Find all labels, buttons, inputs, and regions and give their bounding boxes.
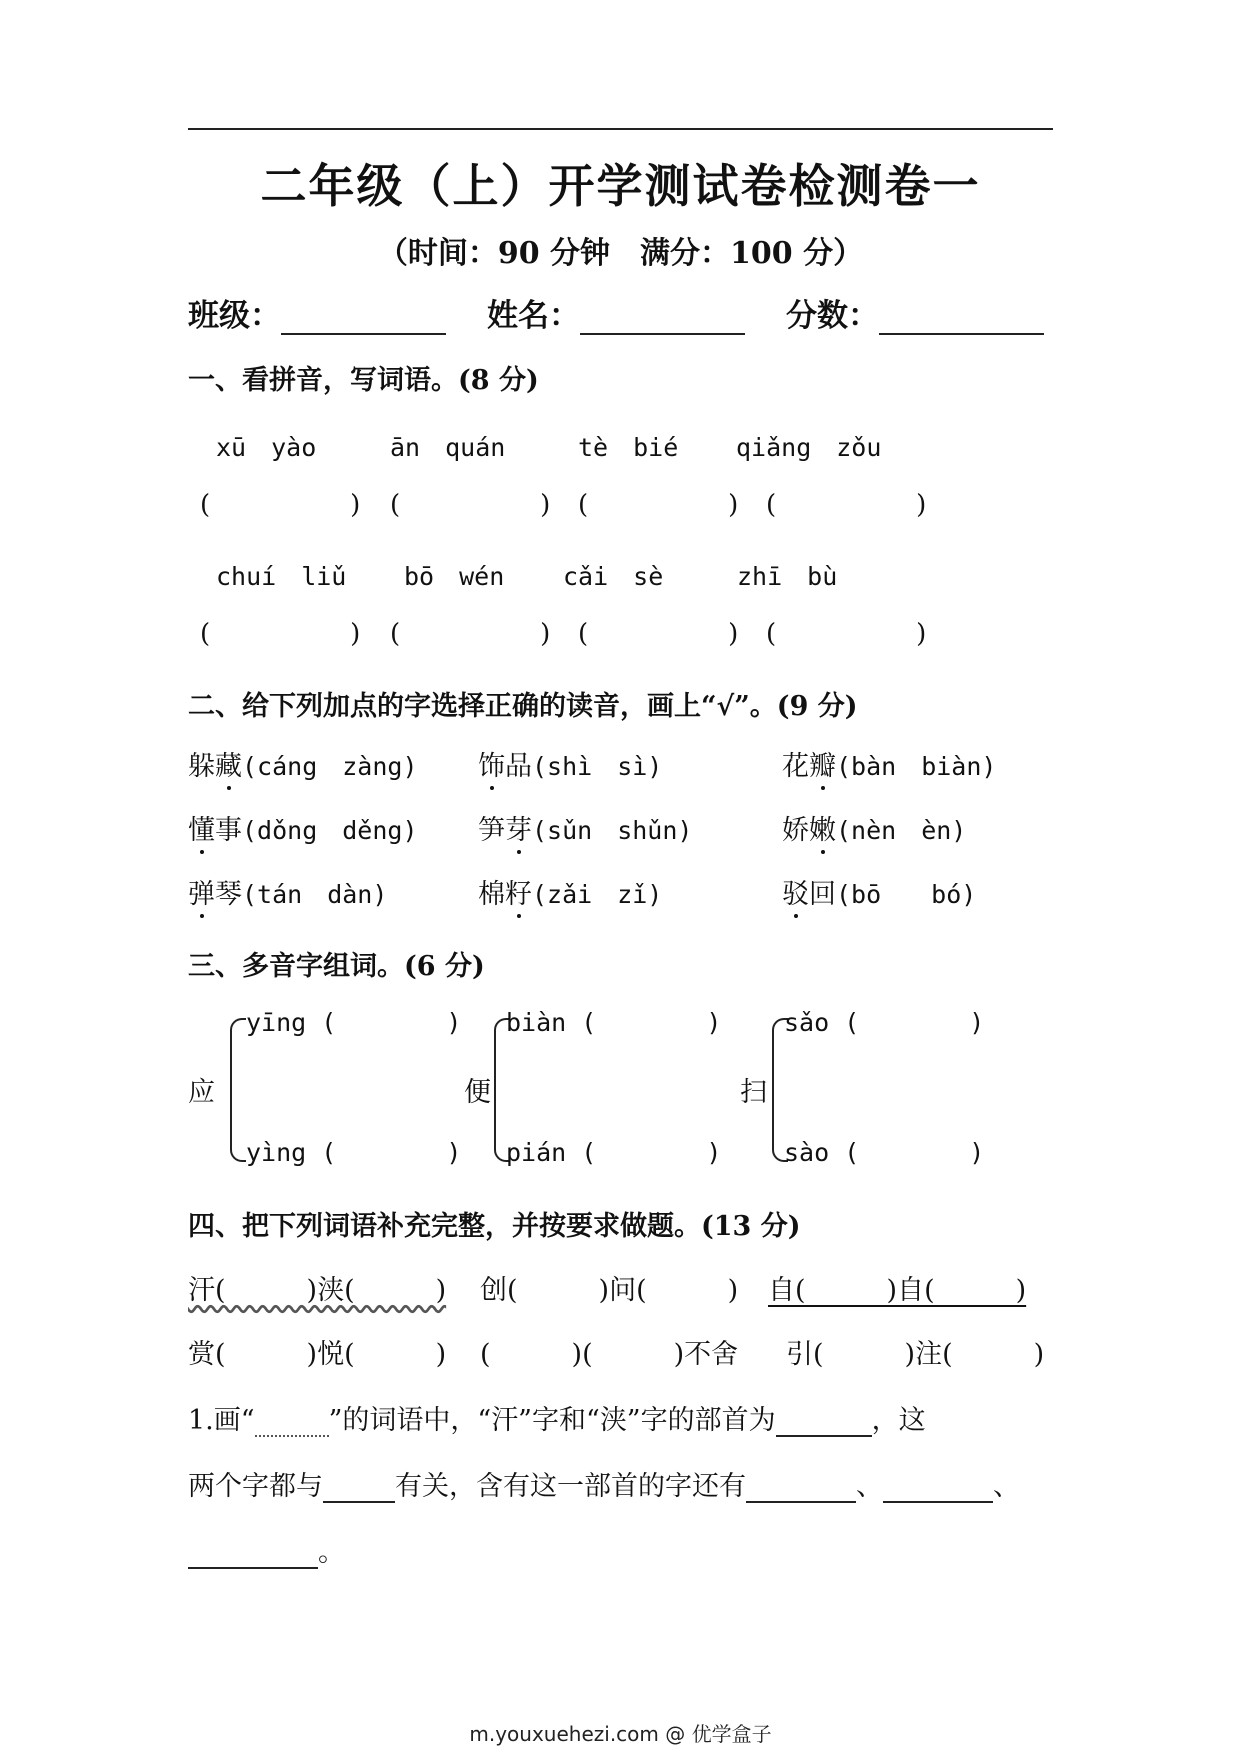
question-1-line-2: 两个字都与 有关，含有这一部首的字还有 、 、 [188,1471,1020,1502]
char-blank-2[interactable] [883,1477,993,1503]
polyphone-char: 扫 [740,1077,767,1108]
dotted-char: 藏 [215,751,242,782]
section2-heading: 二、给下列加点的字选择正确的读音，画上“√”。(9 分) [188,691,858,722]
reading-item[interactable]: 花瓣(bàn biàn) [782,751,997,782]
page-subtitle: （时间：90 分钟 满分：100 分） [377,236,864,271]
dotted-char: 弹 [188,879,215,910]
dotted-char: 嫩 [809,815,836,846]
idiom-fill[interactable]: 创( )问( ) [480,1275,739,1306]
question-1-line-3: 。 [188,1530,345,1569]
reading-item[interactable]: 棉籽(zǎi zǐ) [478,879,663,910]
section3-heading: 三、多音字组词。(6 分) [188,951,485,982]
score-field[interactable] [786,290,1044,335]
name-blank[interactable] [580,303,745,335]
reading-item[interactable]: 笋芽(sǔn shǔn) [478,815,693,846]
score-blank[interactable] [879,303,1044,335]
pinyin-1-1: xū yào [216,433,317,462]
pinyin-1-4: qiǎng zǒu [736,433,882,462]
idiom-fill[interactable]: 赏( )悦( ) [188,1339,447,1370]
reading-item[interactable]: 躲藏(cáng zàng) [188,751,418,782]
pinyin-1-2: ān quán [390,433,506,462]
radical-blank[interactable] [776,1411,872,1437]
polyphone-bottom[interactable]: sào ( ) [784,1138,985,1167]
class-label: 班级： [188,298,281,334]
class-field[interactable] [188,290,446,335]
reading-item[interactable]: 娇嫩(nèn èn) [782,815,967,846]
pinyin-2-3: cǎi sè [563,562,664,591]
polyphone-top[interactable]: biàn ( ) [506,1008,722,1037]
polyphone-bottom[interactable]: pián ( ) [506,1138,722,1167]
dotted-char: 籽 [505,879,532,910]
section1-heading: 一、看拼音，写词语。(8 分) [188,365,539,396]
dotted-char: 芽 [505,815,532,846]
answer-box-7[interactable]: ( ) [578,619,739,649]
score-label: 分数： [786,298,879,334]
reading-item[interactable]: 弹琴(tán dàn) [188,879,388,910]
reading-item[interactable]: 驳回(bō bó) [782,879,977,910]
page-title: 二年级（上）开学测试卷检测卷一 [260,159,981,213]
idiom-fill[interactable]: ( )( )不舍 [480,1339,739,1370]
idiom-fill[interactable]: 引( )注( ) [786,1339,1045,1370]
dotted-char: 懂 [188,815,215,846]
pinyin-2-1: chuí liǔ [216,562,347,591]
top-rule [188,128,1053,130]
polyphone-bottom[interactable]: yìng ( ) [246,1138,462,1167]
question-1-line-1: 1.画“ ”的词语中，“汗”字和“浃”字的部首为 ，这 [188,1405,926,1436]
pinyin-2-4: zhī bù [737,562,838,591]
answer-box-4[interactable]: ( ) [766,490,927,520]
reading-item[interactable]: 懂事(dǒng děng) [188,815,418,846]
answer-box-1[interactable]: ( ) [200,490,361,520]
idiom-fill[interactable]: 自( )自( ) [768,1275,1027,1306]
dotted-char: 瓣 [809,751,836,782]
pinyin-2-2: bō wén [404,562,505,591]
name-label: 姓名： [487,298,580,334]
relation-blank[interactable] [323,1477,395,1503]
dotted-char: 饰 [478,751,505,782]
brace-icon [230,1018,246,1162]
answer-box-2[interactable]: ( ) [390,490,551,520]
name-field[interactable] [487,290,745,335]
dotted-char: 驳 [782,879,809,910]
section4-heading: 四、把下列词语补充完整，并按要求做题。(13 分) [188,1211,801,1242]
polyphone-top[interactable]: yīng ( ) [246,1008,462,1037]
answer-box-5[interactable]: ( ) [200,619,361,649]
answer-box-3[interactable]: ( ) [578,490,739,520]
polyphone-top[interactable]: sǎo ( ) [784,1008,985,1037]
pinyin-1-3: tè bié [578,433,679,462]
idiom-fill[interactable]: 汗( )浃( ) [188,1275,447,1306]
footer-watermark: m.youxuehezi.com @ 优学盒子 [469,1722,772,1746]
answer-box-6[interactable]: ( ) [390,619,551,649]
class-blank[interactable] [281,303,446,335]
polyphone-char: 便 [464,1077,491,1108]
reading-item[interactable]: 饰品(shì sì) [478,751,663,782]
wavy-sample-blank [255,1411,329,1437]
char-blank-3[interactable] [188,1543,318,1569]
polyphone-char: 应 [188,1077,215,1108]
char-blank-1[interactable] [746,1477,856,1503]
answer-box-8[interactable]: ( ) [766,619,927,649]
